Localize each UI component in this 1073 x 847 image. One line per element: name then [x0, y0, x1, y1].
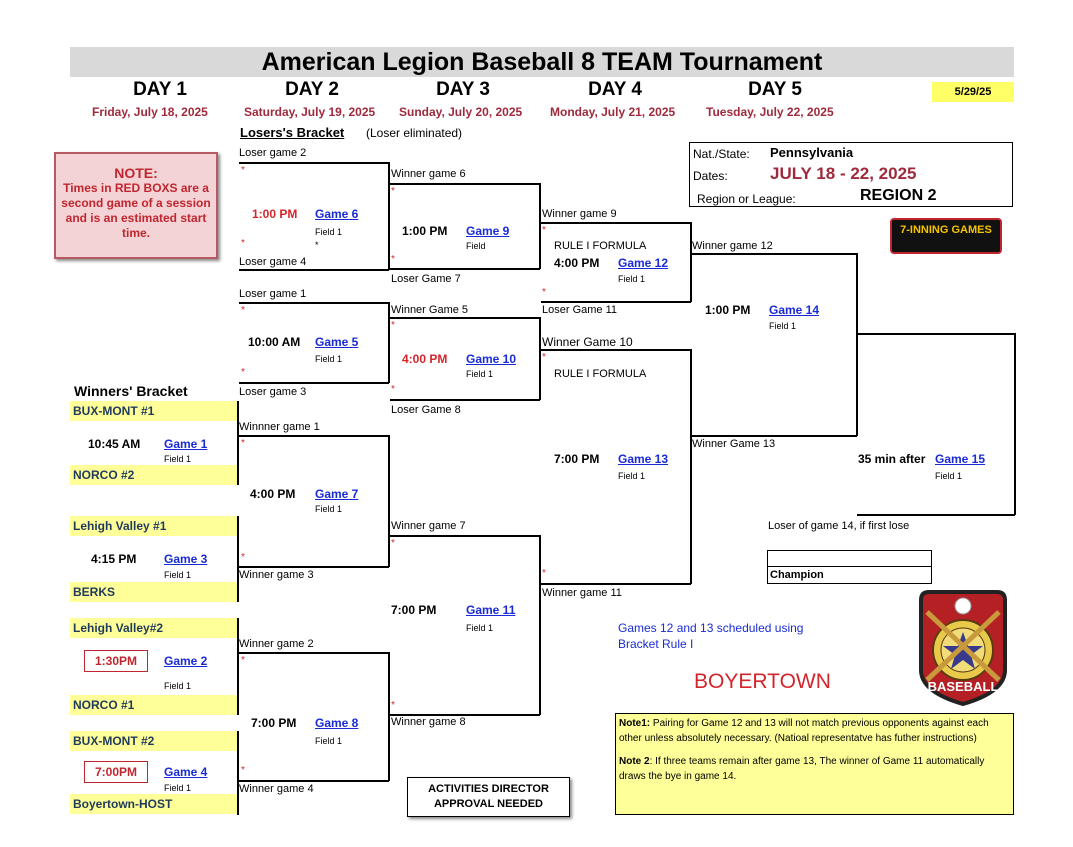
- game-6-time: 1:00 PM: [252, 207, 298, 221]
- game-12-time: 4:00 PM: [554, 256, 600, 270]
- game-11-field: Field 1: [466, 623, 494, 633]
- game-11-time: 7:00 PM: [391, 603, 437, 617]
- team-slot: NORCO #2: [70, 465, 238, 485]
- red-box-note: [54, 152, 218, 259]
- game-8-link[interactable]: Game 8: [315, 716, 359, 730]
- state-value: Pennsylvania: [770, 145, 854, 160]
- game-13-field: Field 1: [618, 471, 646, 481]
- game-2-time: 1:30PM: [84, 650, 148, 672]
- note-heading: NOTE:: [114, 165, 158, 181]
- game-8-time: 7:00 PM: [251, 716, 297, 730]
- winners-bracket-title: Winners' Bracket: [74, 383, 188, 399]
- bracket-label: Loser game 3: [239, 386, 307, 398]
- american-legion-baseball-logo: [913, 588, 1013, 708]
- losers-bracket-title: Losers's Bracket: [240, 125, 345, 140]
- team-slot: Lehigh Valley #1: [70, 516, 238, 536]
- game-4-link[interactable]: Game 4: [164, 765, 208, 779]
- game-1-time: 10:45 AM: [88, 437, 141, 451]
- bracket-label: Loser game 1: [239, 288, 307, 300]
- bracket-label: Winner game 11: [542, 587, 622, 599]
- game-10-link[interactable]: Game 10: [466, 352, 517, 366]
- team-slot: BUX-MONT #2: [70, 731, 238, 751]
- game-3-time: 4:15 PM: [91, 552, 137, 566]
- game-15-time: 35 min after: [858, 452, 926, 466]
- team-slot: Boyertown-HOST: [70, 794, 238, 814]
- game-4-field: Field 1: [164, 783, 192, 793]
- seven-inning-badge: 7-INNING GAMES: [890, 218, 1002, 254]
- game-13-link[interactable]: Game 13: [618, 452, 669, 466]
- bracket-label: Winner game 12: [692, 240, 773, 252]
- game-9-link[interactable]: Game 9: [466, 224, 510, 238]
- dates-value: JULY 18 - 22, 2025: [770, 164, 917, 183]
- game-5-link[interactable]: Game 5: [315, 335, 359, 349]
- bracket-label: Winner game 8: [391, 716, 466, 728]
- rule-formula-label: RULE I FORMULA: [554, 240, 647, 252]
- bracket-label: Winner game 9: [542, 208, 617, 220]
- bracket-label: Loser Game 11: [542, 304, 618, 316]
- day-2-label: DAY 2: [285, 79, 339, 100]
- logo-text: BASEBALL: [927, 679, 999, 694]
- note-2: Note 2: If three teams remain after game 13, The winner of Game 11 automatically draws the bye in game 14.: [619, 756, 985, 782]
- losers-bracket-subtitle: (Loser eliminated): [366, 126, 463, 140]
- game-12-link[interactable]: Game 12: [618, 256, 669, 270]
- day-2-date: Saturday, July 19, 2025: [244, 105, 376, 119]
- region-label: Region or League:: [697, 192, 796, 206]
- note-1: Note1: Pairing for Game 12 and 13 will not match previous opponents against each other unless absolutely necessary. (Natioal representatve has futher instructions): [619, 718, 989, 744]
- game-4-time: 7:00PM: [84, 761, 148, 783]
- game-14-field: Field 1: [769, 321, 797, 331]
- day-4-label: DAY 4: [588, 79, 642, 100]
- region-value: REGION 2: [860, 187, 937, 204]
- day-3-label: DAY 3: [436, 79, 490, 100]
- bracket-label: Winner game 7: [391, 520, 466, 532]
- note-text: Times in RED BOXS are a second game of a session and is an estimated start time.: [61, 181, 211, 240]
- game-9-field: Field: [466, 241, 486, 251]
- game-11-link[interactable]: Game 11: [466, 603, 516, 617]
- bracket-label: Winner game 2: [239, 638, 314, 650]
- day-5-date: Tuesday, July 22, 2025: [706, 105, 834, 119]
- page-title: American Legion Baseball 8 TEAM Tournament: [261, 48, 823, 76]
- game-8-field: Field 1: [315, 736, 343, 746]
- game-2-link[interactable]: Game 2: [164, 654, 208, 668]
- game-15-link[interactable]: Game 15: [935, 452, 986, 466]
- game-6-link[interactable]: Game 6: [315, 207, 359, 221]
- game-7-time: 4:00 PM: [250, 487, 296, 501]
- host-name: BOYERTOWN: [694, 670, 831, 693]
- game-14-link[interactable]: Game 14: [769, 303, 820, 317]
- game-1-field: Field 1: [164, 454, 192, 464]
- bracket-label: Loser game 4: [239, 256, 307, 268]
- team-slot: BUX-MONT #1: [70, 401, 238, 421]
- bracket-label: Winnner game 1: [239, 421, 320, 433]
- dates-label: Dates:: [693, 169, 728, 183]
- game-7-field: Field 1: [315, 504, 343, 514]
- bracket-label: Loser Game 8: [391, 404, 461, 416]
- champion-label: Champion: [770, 569, 824, 581]
- team-slot: Lehigh Valley#2: [70, 618, 238, 638]
- game-10-time: 4:00 PM: [402, 352, 448, 366]
- game-7-link[interactable]: Game 7: [315, 487, 359, 501]
- game-9-time: 1:00 PM: [402, 224, 448, 238]
- state-label: Nat./State:: [693, 147, 750, 161]
- day-3-date: Sunday, July 20, 2025: [399, 105, 523, 119]
- game-13-time: 7:00 PM: [554, 452, 600, 466]
- team-slot: NORCO #1: [70, 695, 238, 715]
- bracket-label: Loser of game 14, if first lose: [768, 520, 910, 532]
- day-4-date: Monday, July 21, 2025: [550, 105, 676, 119]
- game-12-field: Field 1: [618, 274, 646, 284]
- game-5-field: Field 1: [315, 354, 343, 364]
- game-10-field: Field 1: [466, 369, 494, 379]
- approval-needed-box: ACTIVITIES DIRECTOR APPROVAL NEEDED: [407, 777, 570, 817]
- game-15-field: Field 1: [935, 471, 963, 481]
- day-1-label: DAY 1: [133, 79, 187, 100]
- game-14-time: 1:00 PM: [705, 303, 751, 317]
- revision-date-badge: 5/29/25: [932, 82, 1014, 102]
- bracket-label: Winner game 6: [391, 168, 466, 180]
- bracket-label: Winner game 4: [239, 783, 314, 795]
- team-slot: BERKS: [70, 582, 238, 602]
- rule-formula-label: RULE I FORMULA: [554, 368, 647, 380]
- day-5-label: DAY 5: [748, 79, 802, 100]
- bracket-label: Winner Game 13: [692, 438, 776, 450]
- bracket-label: Winner Game 10: [542, 335, 633, 349]
- game-5-time: 10:00 AM: [248, 335, 301, 349]
- game-3-field: Field 1: [164, 570, 192, 580]
- bracket-label: Loser game 2: [239, 147, 307, 159]
- game-2-field: Field 1: [164, 681, 192, 691]
- pairing-notes-box: [615, 713, 1014, 815]
- bracket-label: Winner Game 5: [391, 304, 469, 316]
- game-3-link[interactable]: Game 3: [164, 552, 208, 566]
- day-1-date: Friday, July 18, 2025: [92, 105, 208, 119]
- game-1-link[interactable]: Game 1: [164, 437, 208, 451]
- rule-note: Games 12 and 13 scheduled using Bracket Rule I: [618, 621, 804, 651]
- bracket-label: Loser Game 7: [391, 273, 461, 285]
- bracket-label: Winner game 3: [239, 569, 314, 581]
- game-6-field: Field 1: [315, 227, 343, 237]
